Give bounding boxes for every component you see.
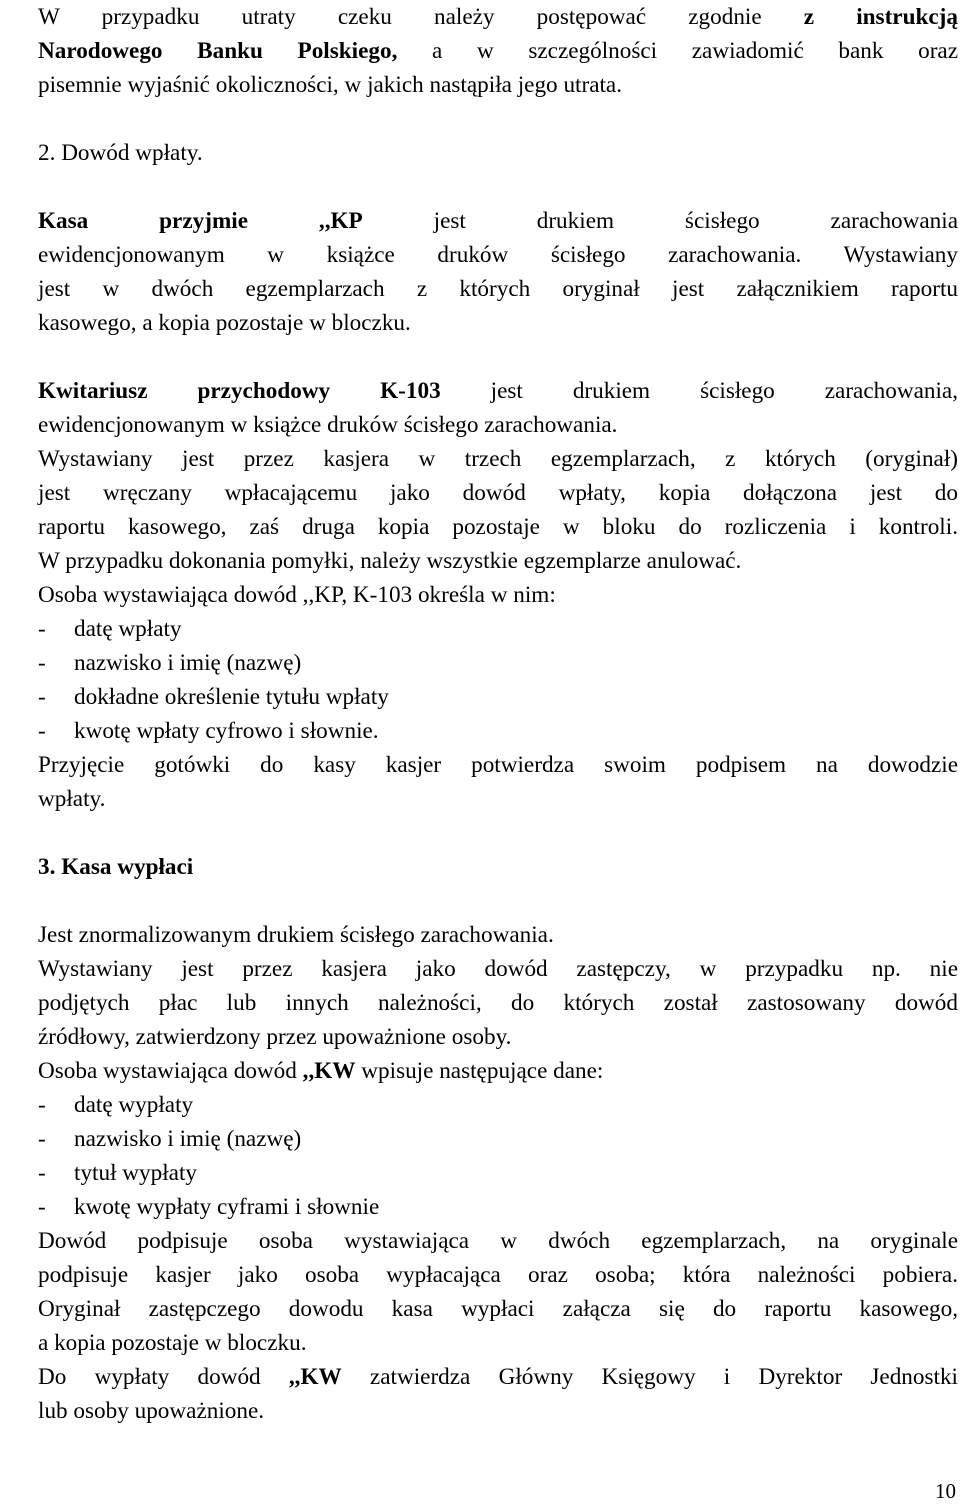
bold-text: z instrukcją <box>803 4 958 30</box>
text-line <box>38 374 958 408</box>
paragraph-k103 <box>38 374 958 816</box>
list-item <box>38 714 958 748</box>
text-span: jest drukiem ścisłego zarachowania <box>362 208 958 234</box>
text-line: W przypadku dokonania pomyłki, należy wszystkie egzemplarze anulować. <box>38 548 742 574</box>
bold-text: Narodowego Banku Polskiego, <box>38 38 398 64</box>
text-line: jest w dwóch egzemplarzach z których oryginał jest załącznikiem raportu <box>38 276 958 302</box>
text-line: Jest znormalizowanym drukiem ścisłego zarachowania. <box>38 922 554 948</box>
list-item <box>38 1156 958 1190</box>
list-dash: - <box>38 1194 46 1220</box>
list-dash: - <box>38 1092 46 1118</box>
text-line: podpisuje kasjer jako osoba wypłacająca oraz osoba; która należności pobiera. <box>38 1262 958 1288</box>
bold-text: ,,KW <box>288 1364 342 1390</box>
text-line: jest wręczany wpłacającemu jako dowód wpłaty, kopia dołączona jest do <box>38 480 958 506</box>
list-dash: - <box>38 684 46 710</box>
bold-text: ,,KP <box>318 208 363 234</box>
list-item-text: datę wpłaty <box>74 616 182 642</box>
text-line <box>38 204 958 238</box>
section-heading-3 <box>38 850 958 884</box>
list-item <box>38 1122 958 1156</box>
text-line: Wystawiany jest przez kasjera jako dowód zastępczy, w przypadku np. nie <box>38 956 958 982</box>
text-line <box>38 0 958 34</box>
text-line: Wystawiany jest przez kasjera w trzech egzemplarzach, z których (oryginał) <box>38 446 958 472</box>
text-line: źródłowy, zatwierdzony przez upoważnione osoby. <box>38 1024 512 1050</box>
document-page <box>38 0 958 1428</box>
list-dash: - <box>38 616 46 642</box>
text-line: pisemnie wyjaśnić okoliczności, w jakich nastąpiła jego utrata. <box>38 72 623 98</box>
list-item <box>38 612 958 646</box>
text-line: lub osoby upoważnione. <box>38 1398 265 1424</box>
text-line <box>38 1360 958 1394</box>
text-line: kasowego, a kopia pozostaje w bloczku. <box>38 310 411 336</box>
text-line: Oryginał zastępczego dowodu kasa wypłaci załącza się do raportu kasowego, <box>38 1296 958 1322</box>
text-span: Osoba wystawiająca dowód <box>38 1058 303 1084</box>
text-line: Przyjęcie gotówki do kasy kasjer potwierdza swoim podpisem na dowodzie <box>38 752 958 778</box>
list-item <box>38 1190 958 1224</box>
page-number: 10 <box>935 1479 956 1503</box>
paragraph-check-loss <box>38 0 958 102</box>
list-dash: - <box>38 1160 46 1186</box>
text-line: ewidencjonowanym w książce druków ścisłego zarachowania. Wystawiany <box>38 242 958 268</box>
list-dash: - <box>38 650 46 676</box>
text-line <box>38 1054 958 1088</box>
list-item-text: nazwisko i imię (nazwę) <box>74 1126 302 1152</box>
list-dash: - <box>38 718 46 744</box>
bold-text: Kasa przyjmie <box>38 208 319 234</box>
text-line: raportu kasowego, zaś druga kopia pozostaje w bloku do rozliczenia i kontroli. <box>38 514 958 540</box>
list-item-text: nazwisko i imię (nazwę) <box>74 650 302 676</box>
bold-text: Kwitariusz przychodowy K-103 <box>38 378 441 404</box>
list-item <box>38 646 958 680</box>
list-item-text: tytuł wypłaty <box>74 1160 198 1186</box>
list-dash: - <box>38 1126 46 1152</box>
text-line: podjętych płac lub innych należności, do których został zastosowany dowód <box>38 990 958 1016</box>
paragraph-kp <box>38 204 958 340</box>
bold-text: 3. Kasa wypłaci <box>38 854 194 880</box>
list-item-text: kwotę wpłaty cyfrowo i słownie. <box>74 718 379 744</box>
text-span: Do wypłaty dowód <box>38 1364 289 1390</box>
text-line: ewidencjonowanym w książce druków ścisłego zarachowania. <box>38 412 618 438</box>
section-heading-2: 2. Dowód wpłaty. <box>38 140 203 166</box>
list-item-text: kwotę wypłaty cyframi i słownie <box>74 1194 380 1220</box>
list-item-text: datę wypłaty <box>74 1092 194 1118</box>
text-span: zatwierdza Główny Księgowy i Dyrektor Jednostki <box>341 1364 958 1390</box>
text-line <box>38 34 958 68</box>
text-span: W przypadku utraty czeku należy postępować zgodnie <box>38 4 804 30</box>
list-item <box>38 1088 958 1122</box>
list-item <box>38 680 958 714</box>
list-item-text: dokładne określenie tytułu wpłaty <box>74 684 389 710</box>
paragraph-kw <box>38 918 958 1428</box>
text-line: wpłaty. <box>38 786 106 812</box>
bold-text: ,,KW <box>302 1058 356 1084</box>
text-span: a w szczególności zawiadomić bank oraz <box>397 38 959 64</box>
text-span: jest drukiem ścisłego zarachowania, <box>440 378 958 404</box>
text-line: Dowód podpisuje osoba wystawiająca w dwóch egzemplarzach, na oryginale <box>38 1228 958 1254</box>
text-span: wpisuje następujące dane: <box>355 1058 604 1084</box>
text-line: Osoba wystawiająca dowód ,,KP, K-103 określa w nim: <box>38 582 556 608</box>
text-line: a kopia pozostaje w bloczku. <box>38 1330 307 1356</box>
